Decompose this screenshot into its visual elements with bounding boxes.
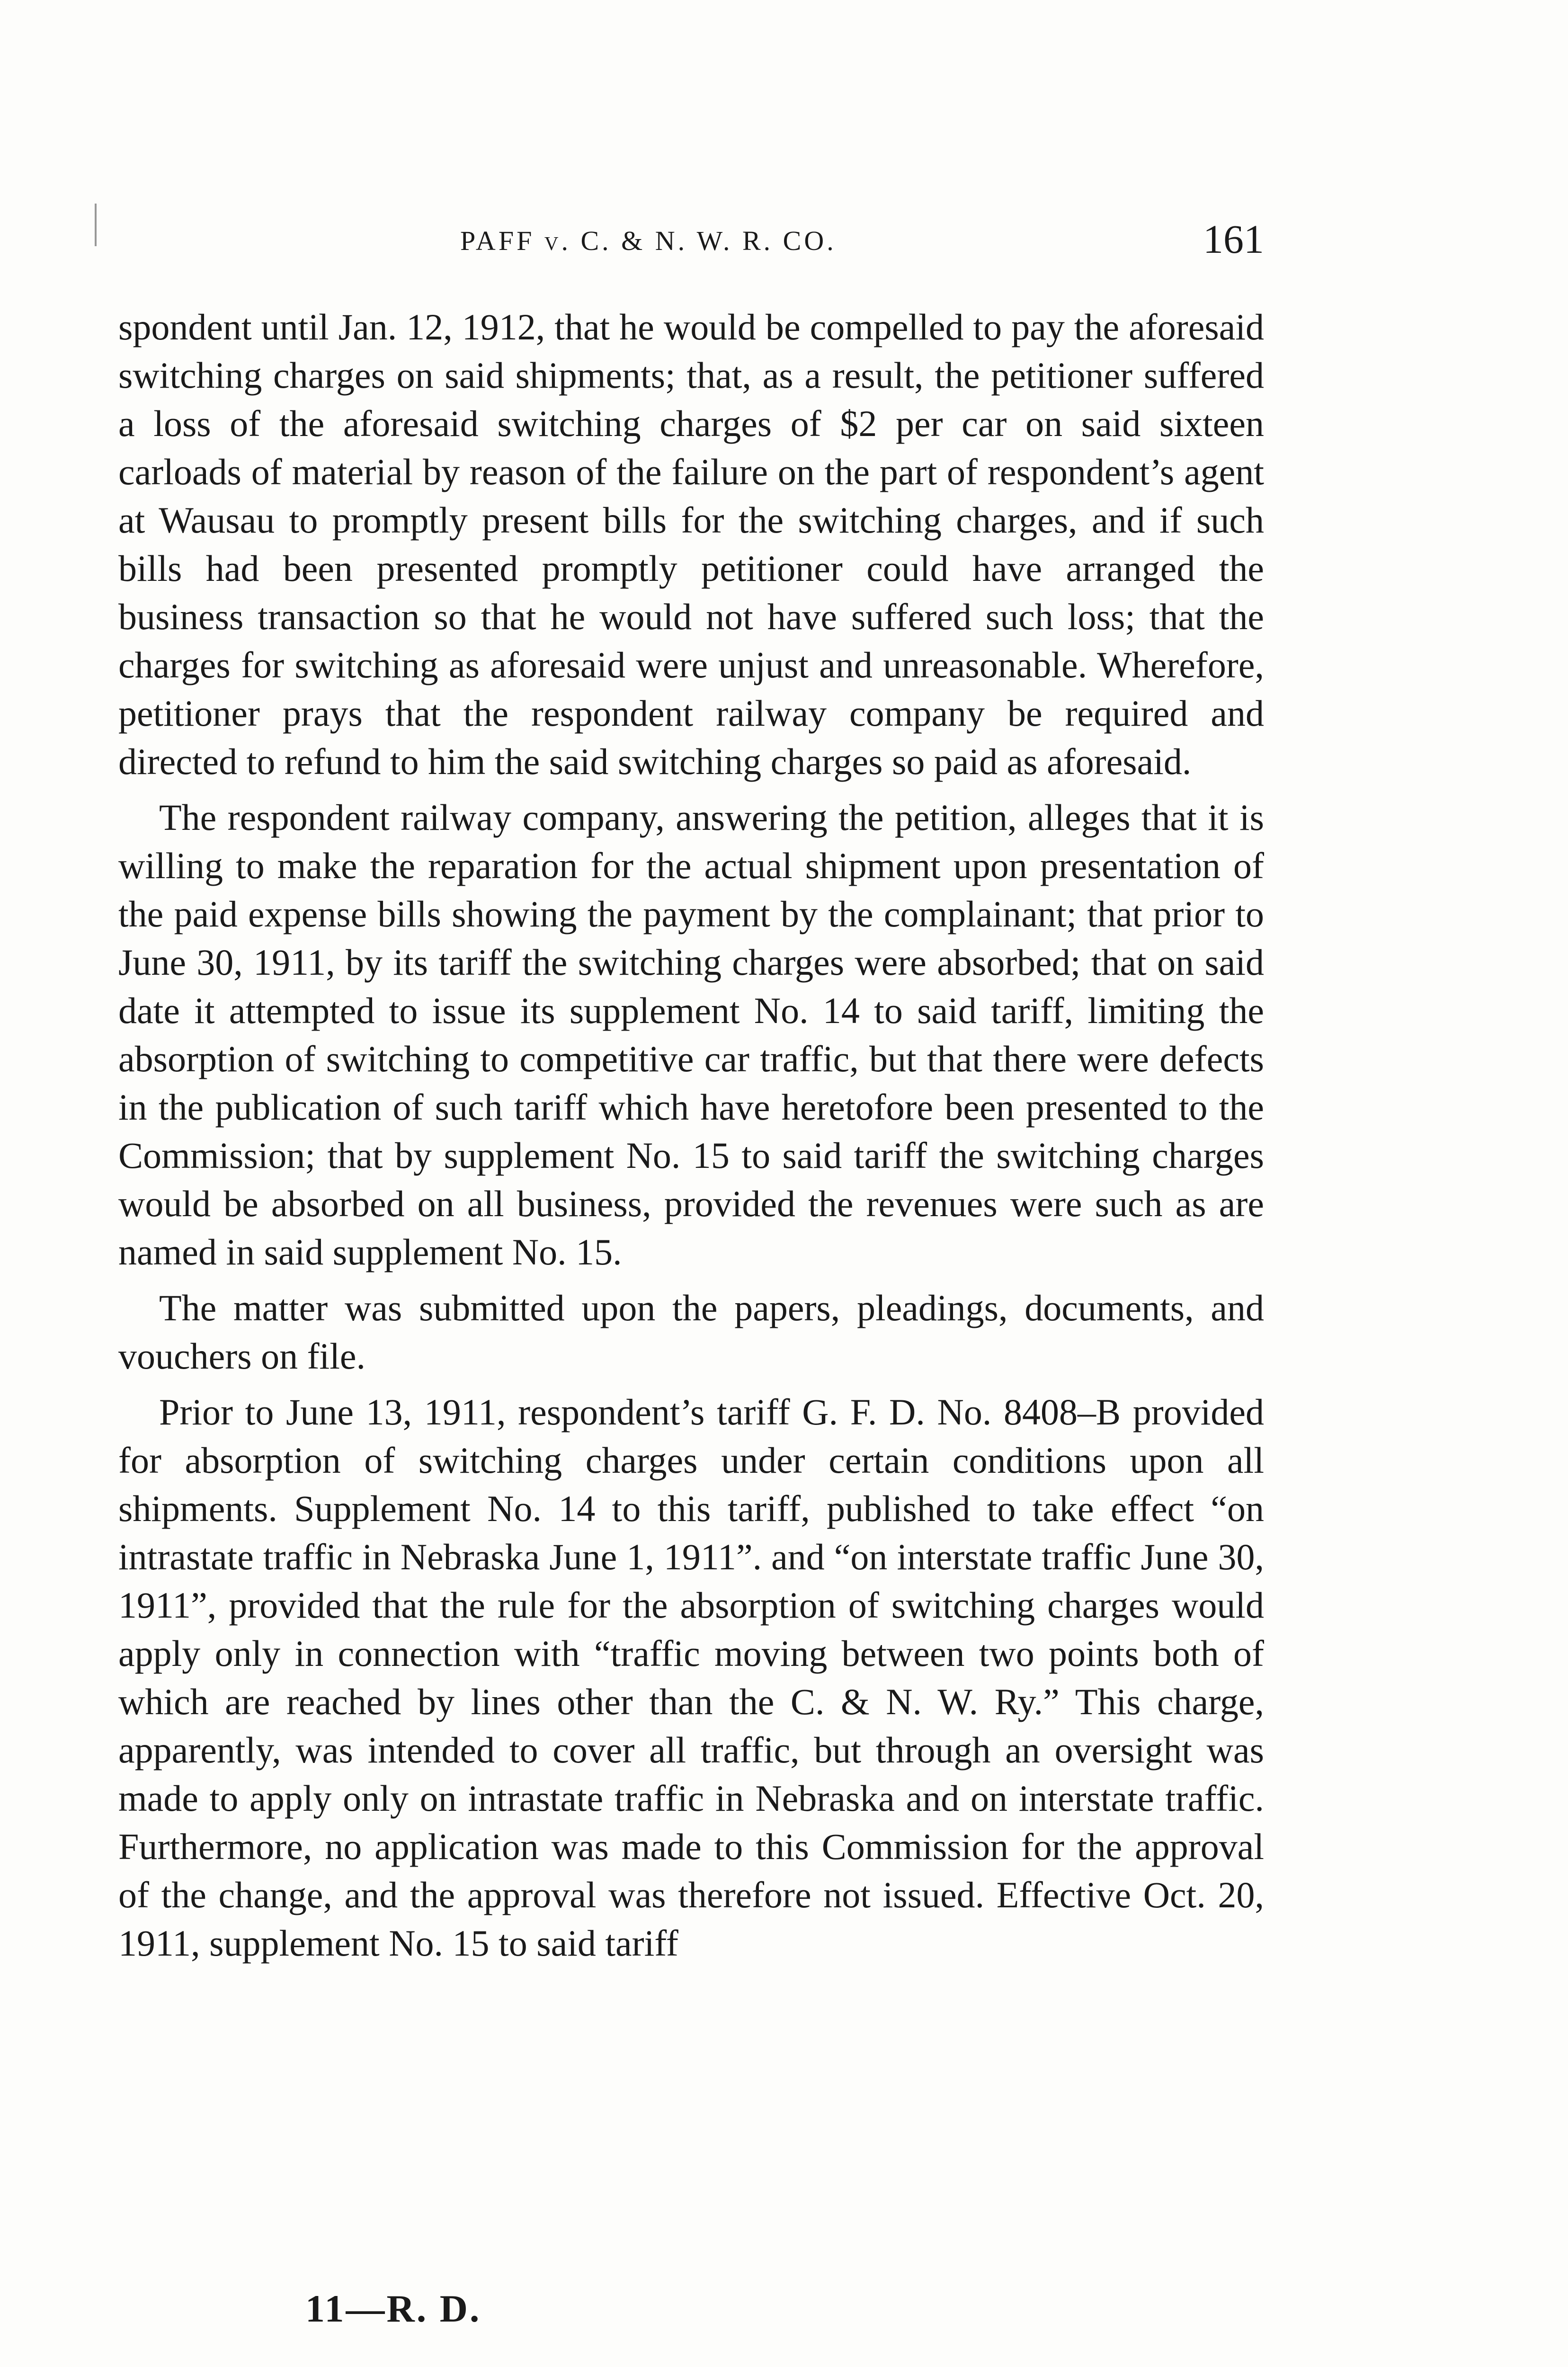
body-text	[118, 303, 1264, 1975]
signature-mark: 11—R. D.	[305, 2287, 481, 2330]
page-header	[118, 215, 1264, 267]
paragraph-tariff-history: Prior to June 13, 1911, respondent’s tariff G. F. D. No. 8408–B provided for absorption of switching charges under certain conditions upon all shipments. Supplement No. 14 to this tariff, published to take effect “on intrastate traffic in Nebraska June 1, 1911”. and “on interstate traffic June 30, 1911”, provided that the rule for the absorption of switching charges would apply only in connection with “traffic moving between two points both of which are reached by lines other than the C. & N. W. Ry.” This charge, apparently, was intended to cover all traffic, but through an oversight was made to apply only on intrastate traffic in Nebraska and on interstate traffic. Furthermore, no application was made to this Commission for the approval of the change, and the approval was therefore not issued. Effective Oct. 20, 1911, supplement No. 15 to said tariff	[118, 1391, 1264, 1964]
paragraph-respondent-answer: The respondent railway company, answering the petition, alleges that it is willing to make the reparation for the actual shipment upon presentation of the paid expense bills showing the payment by the complainant; that prior to June 30, 1911, by its tariff the switching charges were absorbed; that on said date it attempted to issue its supplement No. 14 to said tariff, limiting the absorption of switching to competitive car traffic, but that there were defects in the publication of such tariff which have heretofore been presented to the Commission; that by supplement No. 15 to said tariff the switching charges would be absorbed on all business, provided the revenues were such as are named in said supplement No. 15.	[118, 797, 1264, 1272]
page-number: 161	[1203, 216, 1264, 262]
paragraph-submission: The matter was submitted upon the papers, pleadings, documents, and vouchers on file.	[118, 1287, 1264, 1377]
margin-mark	[95, 204, 100, 246]
paragraph-continuation: spondent until Jan. 12, 1912, that he would be compelled to pay the aforesaid switching charges on said shipments; that, as a result, the petitioner suffered a loss of the aforesaid switching charges of $2 per car on said sixteen carloads of material by reason of the failure on the part of respondent’s agent at Wausau to promptly present bills for the switching charges, and if such bills had been presented promptly petitioner could have arranged the business transaction so that he would not have suffered such loss; that the charges for switching as aforesaid were unjust and unreasonable. Wherefore, petitioner prays that the respondent railway company be required and directed to refund to him the said switching charges so paid as aforesaid.	[118, 306, 1264, 782]
running-head: PAFF v. C. & N. W. R. CO.	[460, 225, 837, 256]
